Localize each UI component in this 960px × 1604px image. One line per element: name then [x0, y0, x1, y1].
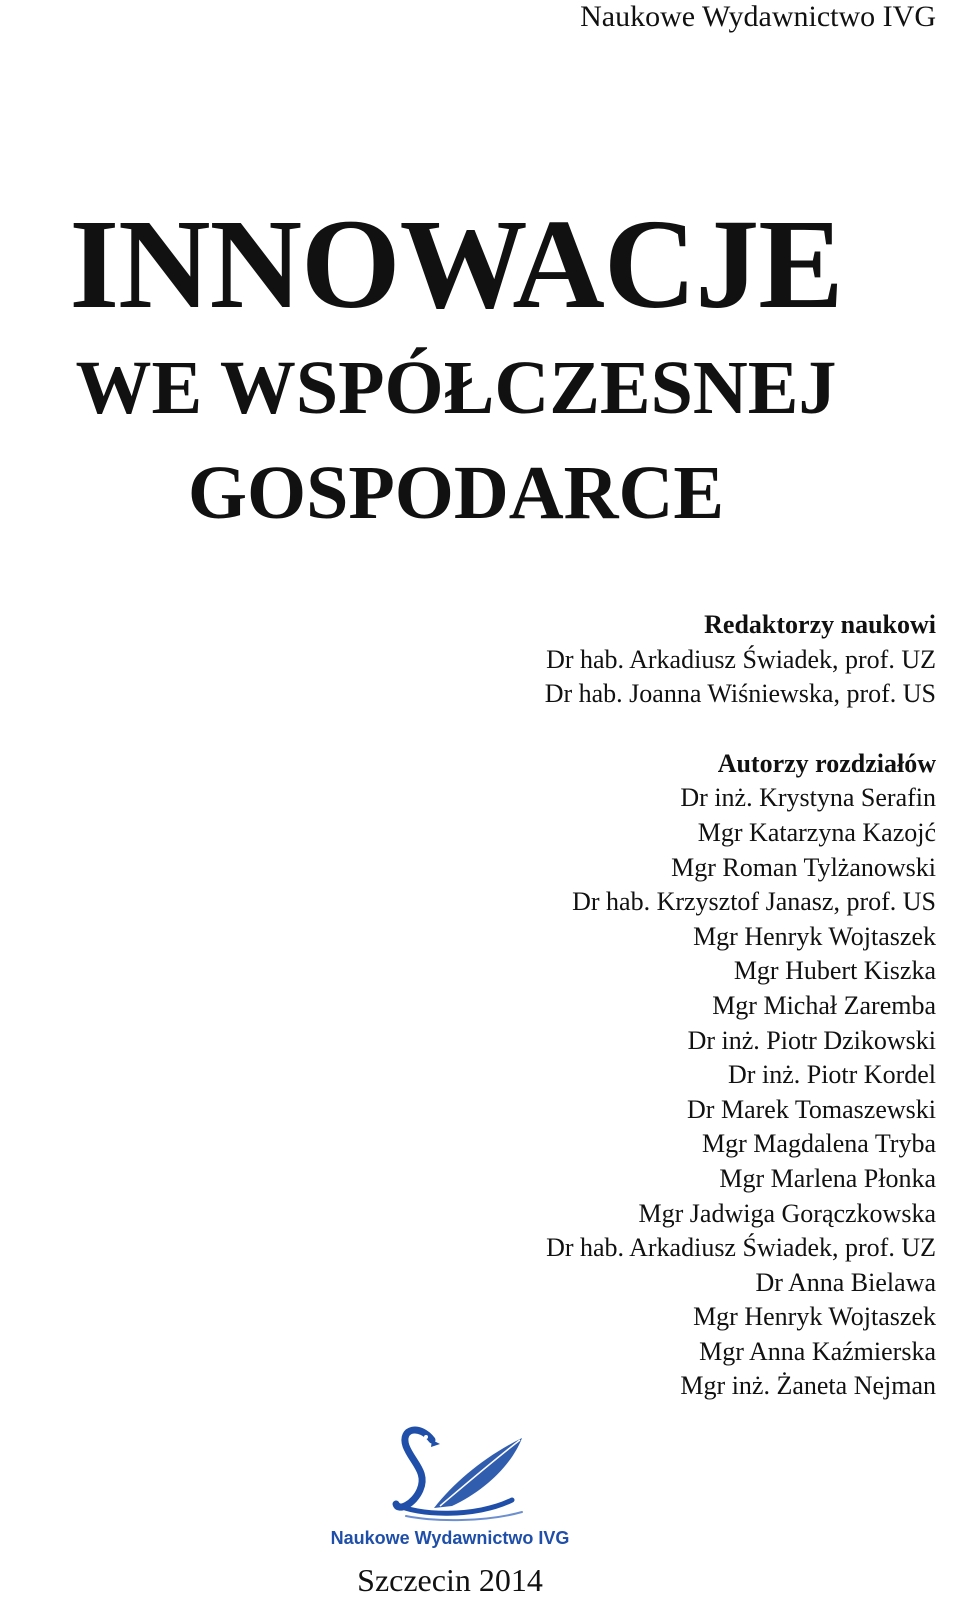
- author-name: Mgr Henryk Wojtaszek: [693, 921, 936, 951]
- author-name: Mgr Jadwiga Gorączkowska: [638, 1198, 936, 1228]
- section-spacer: [545, 712, 936, 747]
- author-name: Mgr Magdalena Tryba: [702, 1129, 936, 1159]
- author-name: Mgr Katarzyna Kazojć: [697, 817, 936, 847]
- editor-name: Dr hab. Joanna Wiśniewska, prof. US: [544, 679, 936, 709]
- logo-publisher-name: Naukowe Wydawnictwo IVG: [330, 1528, 570, 1548]
- author-name: Dr hab. Arkadiusz Świadek, prof. UZ: [546, 1233, 936, 1263]
- author-name: Mgr inż. Żaneta Nejman: [680, 1371, 936, 1401]
- place-and-year: Szczecin 2014: [357, 1562, 543, 1598]
- publisher-header: Naukowe Wydawnictwo IVG: [580, 0, 936, 33]
- author-name: Mgr Michał Zaremba: [712, 990, 936, 1020]
- author-name: Mgr Marlena Płonka: [719, 1163, 936, 1193]
- editors-heading: Redaktorzy naukowi: [704, 610, 936, 639]
- author-name: Dr Anna Bielawa: [755, 1267, 936, 1297]
- author-name: Dr hab. Krzysztof Janasz, prof. US: [572, 887, 936, 917]
- author-name: Mgr Anna Kaźmierska: [699, 1336, 936, 1366]
- book-title-line-3: GOSPODARCE: [187, 451, 725, 535]
- author-name: Dr inż. Krystyna Serafin: [680, 783, 936, 813]
- author-name: Mgr Hubert Kiszka: [733, 956, 936, 986]
- editor-name: Dr hab. Arkadiusz Świadek, prof. UZ: [546, 644, 936, 674]
- author-name: Dr inż. Piotr Kordel: [728, 1060, 936, 1090]
- author-name: Dr inż. Piotr Dzikowski: [687, 1025, 936, 1055]
- author-name: Mgr Roman Tylżanowski: [671, 852, 936, 882]
- authors-heading: Autorzy rozdziałów: [717, 748, 936, 778]
- book-title-main: INNOWACJE: [69, 193, 843, 335]
- swan-quill-logo-icon: [336, 1420, 576, 1524]
- book-title-line-2: WE WSPÓŁCZESNEJ: [75, 346, 837, 430]
- credits-block: [545, 608, 936, 1404]
- author-name: Dr Marek Tomaszewski: [687, 1094, 936, 1124]
- author-name: Mgr Henryk Wojtaszek: [693, 1302, 936, 1332]
